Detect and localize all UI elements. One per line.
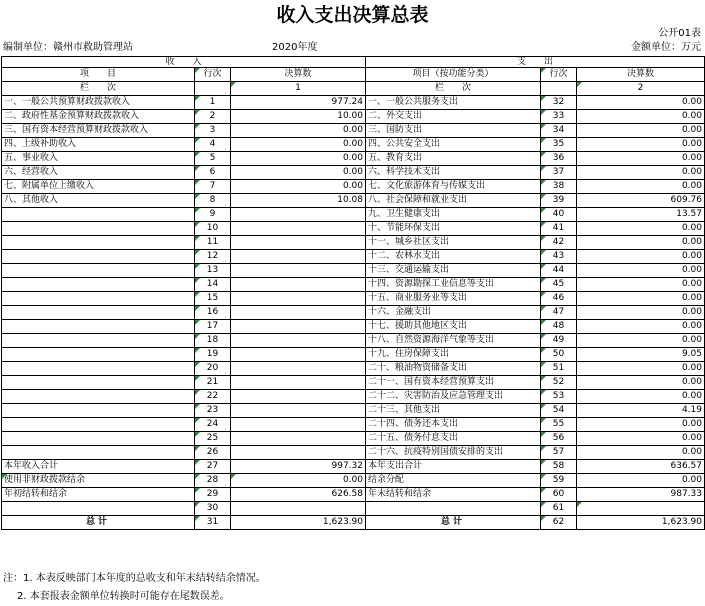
expense-row-no: 36	[541, 152, 577, 166]
expense-item-label: 八、社会保障和就业支出	[366, 194, 541, 208]
expense-row-no-header: 行次	[541, 68, 577, 82]
income-amount	[231, 362, 366, 376]
table-row	[2, 390, 705, 404]
expense-item-label: 十、节能环保支出	[366, 222, 541, 236]
income-expense-table	[1, 56, 705, 530]
expense-item-label: 十八、自然资源海洋气象等支出	[366, 334, 541, 348]
income-item-label	[2, 292, 195, 306]
income-item-label: 五、事业收入	[2, 152, 195, 166]
table-row	[2, 348, 705, 362]
income-amount: 0.00	[231, 152, 366, 166]
expense-item-label: 十五、商业服务业等支出	[366, 292, 541, 306]
income-item-header: 项 目	[2, 68, 195, 82]
income-row-no: 18	[195, 334, 231, 348]
expense-row-no: 58	[541, 460, 577, 474]
compiling-unit: 编制单位：赣州市救助管理站	[3, 42, 133, 53]
expense-row-no: 60	[541, 488, 577, 502]
expense-amount: 0.00	[577, 110, 705, 124]
expense-row-no: 40	[541, 208, 577, 222]
table-body	[2, 96, 705, 516]
table-row	[2, 292, 705, 306]
expense-amount: 0.00	[577, 292, 705, 306]
expense-item-label: 二十、粮油物资储备支出	[366, 362, 541, 376]
expense-amount: 0.00	[577, 362, 705, 376]
income-item-label: 二、政府性基金预算财政拨款收入	[2, 110, 195, 124]
table-row	[2, 152, 705, 166]
income-amount	[231, 250, 366, 264]
income-item-label	[2, 502, 195, 516]
expense-amount: 0.00	[577, 278, 705, 292]
income-column-blank	[195, 82, 231, 96]
expense-item-label: 十七、援助其他地区支出	[366, 320, 541, 334]
income-amount	[231, 432, 366, 446]
table-row	[2, 180, 705, 194]
report-title: 收入支出决算总表	[276, 4, 429, 26]
table-row	[2, 432, 705, 446]
table-row	[2, 502, 705, 516]
income-row-no: 2	[195, 110, 231, 124]
income-row-no: 16	[195, 306, 231, 320]
expense-item-label: 五、教育支出	[366, 152, 541, 166]
income-row-no: 11	[195, 236, 231, 250]
expense-row-no: 33	[541, 110, 577, 124]
income-row-no: 4	[195, 138, 231, 152]
expense-item-label: 六、科学技术支出	[366, 166, 541, 180]
expense-item-label: 二十一、国有资本经营预算支出	[366, 376, 541, 390]
income-amount: 0.00	[231, 138, 366, 152]
form-number: 公开01表	[658, 28, 701, 39]
income-row-no: 7	[195, 180, 231, 194]
expense-item-label: 十三、交通运输支出	[366, 264, 541, 278]
expense-amount	[577, 502, 705, 516]
expense-row-no: 61	[541, 502, 577, 516]
income-item-label	[2, 278, 195, 292]
table-row	[2, 334, 705, 348]
income-item-label	[2, 432, 195, 446]
table-row	[2, 96, 705, 110]
income-amount	[231, 320, 366, 334]
income-item-label: 本年收入合计	[2, 460, 195, 474]
income-amount	[231, 376, 366, 390]
income-row-no: 19	[195, 348, 231, 362]
footnotes	[3, 570, 266, 606]
income-row-no: 23	[195, 404, 231, 418]
expense-item-header: 项目（按功能分类）	[366, 68, 541, 82]
income-item-label	[2, 250, 195, 264]
income-row-no: 21	[195, 376, 231, 390]
expense-item-label: 三、国防支出	[366, 124, 541, 138]
expense-row-no: 55	[541, 418, 577, 432]
income-amount: 0.00	[231, 124, 366, 138]
expense-amount: 13.57	[577, 208, 705, 222]
expense-column-blank	[541, 82, 577, 96]
expense-item-label: 十四、资源勘探工业信息等支出	[366, 278, 541, 292]
income-amount	[231, 502, 366, 516]
income-row-no: 10	[195, 222, 231, 236]
expense-total-row-no: 62	[541, 516, 577, 530]
expense-amount: 0.00	[577, 432, 705, 446]
table-row	[2, 278, 705, 292]
expense-amount: 987.33	[577, 488, 705, 502]
income-row-no: 5	[195, 152, 231, 166]
income-amount	[231, 334, 366, 348]
expense-item-label: 二十二、灾害防治及应急管理支出	[366, 390, 541, 404]
income-row-no: 3	[195, 124, 231, 138]
income-item-label	[2, 418, 195, 432]
income-item-label: 六、经营收入	[2, 166, 195, 180]
income-item-label	[2, 236, 195, 250]
income-item-label	[2, 390, 195, 404]
expense-row-no: 41	[541, 222, 577, 236]
footnote-2: 2. 本套报表金额单位转换时可能存在尾数误差。	[17, 591, 230, 602]
expense-item-label: 二十五、债务付息支出	[366, 432, 541, 446]
income-section-header: 收 入	[2, 57, 366, 68]
income-item-label: 年初结转和结余	[2, 488, 195, 502]
expense-item-label: 二十三、其他支出	[366, 404, 541, 418]
expense-column-number: 2	[577, 82, 705, 96]
expense-row-no: 57	[541, 446, 577, 460]
expense-amount: 0.00	[577, 376, 705, 390]
income-item-label	[2, 334, 195, 348]
table-row	[2, 488, 705, 502]
expense-amount: 0.00	[577, 446, 705, 460]
income-amount	[231, 446, 366, 460]
income-item-label: 使用非财政拨款结余	[2, 474, 195, 488]
income-row-no: 25	[195, 432, 231, 446]
expense-row-no: 44	[541, 264, 577, 278]
income-amount	[231, 264, 366, 278]
expense-row-no: 59	[541, 474, 577, 488]
table-row	[2, 194, 705, 208]
income-item-label	[2, 320, 195, 334]
expense-row-no: 48	[541, 320, 577, 334]
table-row	[2, 460, 705, 474]
income-row-no: 17	[195, 320, 231, 334]
expense-row-no: 46	[541, 292, 577, 306]
income-total-label: 总计	[2, 516, 195, 530]
expense-row-no: 52	[541, 376, 577, 390]
report-meta-row	[0, 41, 705, 55]
expense-amount: 0.00	[577, 474, 705, 488]
income-amount: 0.00	[231, 166, 366, 180]
income-amount: 626.58	[231, 488, 366, 502]
expense-item-label: 十一、城乡社区支出	[366, 236, 541, 250]
expense-amount: 0.00	[577, 390, 705, 404]
income-row-no: 22	[195, 390, 231, 404]
expense-row-no: 42	[541, 236, 577, 250]
table-row	[2, 418, 705, 432]
expense-row-no: 37	[541, 166, 577, 180]
table-row	[2, 236, 705, 250]
expense-amount: 0.00	[577, 334, 705, 348]
expense-amount: 0.00	[577, 250, 705, 264]
expense-item-label: 四、公共安全支出	[366, 138, 541, 152]
income-item-label: 四、上级补助收入	[2, 138, 195, 152]
income-row-no: 30	[195, 502, 231, 516]
income-amount	[231, 348, 366, 362]
income-total-value: 1,623.90	[231, 516, 366, 530]
expense-amount: 0.00	[577, 264, 705, 278]
expense-item-label: 本年支出合计	[366, 460, 541, 474]
expense-amount: 0.00	[577, 152, 705, 166]
income-item-label	[2, 264, 195, 278]
income-amount	[231, 390, 366, 404]
income-row-no: 29	[195, 488, 231, 502]
expense-item-label: 十九、住房保障支出	[366, 348, 541, 362]
table-row	[2, 166, 705, 180]
expense-row-no: 38	[541, 180, 577, 194]
expense-amount: 636.57	[577, 460, 705, 474]
table-row	[2, 138, 705, 152]
table-row	[2, 404, 705, 418]
income-item-label	[2, 208, 195, 222]
table-row	[2, 110, 705, 124]
expense-column-label: 栏 次	[366, 82, 541, 96]
expense-row-no: 53	[541, 390, 577, 404]
expense-amount: 9.05	[577, 348, 705, 362]
expense-item-label: 二、外交支出	[366, 110, 541, 124]
income-row-no: 9	[195, 208, 231, 222]
expense-row-no: 32	[541, 96, 577, 110]
income-row-no: 24	[195, 418, 231, 432]
table-row	[2, 264, 705, 278]
expense-item-label: 七、文化旅游体育与传媒支出	[366, 180, 541, 194]
income-column-label: 栏 次	[2, 82, 195, 96]
expense-section-header: 支 出	[366, 57, 705, 68]
income-amount: 0.00	[231, 474, 366, 488]
income-item-label	[2, 348, 195, 362]
expense-row-no: 49	[541, 334, 577, 348]
income-item-label: 八、其他收入	[2, 194, 195, 208]
expense-item-label: 十二、农林水支出	[366, 250, 541, 264]
expense-row-no: 39	[541, 194, 577, 208]
report-year: 2020年度	[272, 42, 318, 53]
expense-row-no: 51	[541, 362, 577, 376]
income-row-no: 28	[195, 474, 231, 488]
income-amount: 0.00	[231, 180, 366, 194]
income-item-label	[2, 306, 195, 320]
income-item-label	[2, 446, 195, 460]
income-column-number: 1	[231, 82, 366, 96]
income-row-no: 8	[195, 194, 231, 208]
income-amount	[231, 278, 366, 292]
income-item-label: 三、国有资本经营预算财政拨款收入	[2, 124, 195, 138]
expense-row-no: 34	[541, 124, 577, 138]
income-amount	[231, 306, 366, 320]
income-item-label	[2, 376, 195, 390]
expense-amount: 0.00	[577, 180, 705, 194]
income-row-no: 27	[195, 460, 231, 474]
table-row	[2, 362, 705, 376]
expense-row-no: 45	[541, 278, 577, 292]
income-total-row-no: 31	[195, 516, 231, 530]
income-item-label	[2, 222, 195, 236]
income-amount-header: 决算数	[231, 68, 366, 82]
income-amount	[231, 292, 366, 306]
expense-row-no: 47	[541, 306, 577, 320]
expense-item-label: 年末结转和结余	[366, 488, 541, 502]
expense-item-label: 九、卫生健康支出	[366, 208, 541, 222]
income-amount	[231, 222, 366, 236]
table-row	[2, 446, 705, 460]
expense-row-no: 54	[541, 404, 577, 418]
income-amount	[231, 404, 366, 418]
expense-item-label: 二十四、债务还本支出	[366, 418, 541, 432]
income-item-label	[2, 362, 195, 376]
expense-amount: 0.00	[577, 236, 705, 250]
income-row-no: 15	[195, 292, 231, 306]
income-amount	[231, 418, 366, 432]
table-row	[2, 376, 705, 390]
income-amount: 10.08	[231, 194, 366, 208]
table-row	[2, 250, 705, 264]
expense-amount: 0.00	[577, 222, 705, 236]
expense-amount: 4.19	[577, 404, 705, 418]
income-item-label	[2, 404, 195, 418]
expense-amount: 0.00	[577, 306, 705, 320]
table-row	[2, 124, 705, 138]
expense-row-no: 43	[541, 250, 577, 264]
expense-amount-header: 决算数	[577, 68, 705, 82]
expense-amount: 0.00	[577, 320, 705, 334]
table-row	[2, 474, 705, 488]
table-row	[2, 208, 705, 222]
table-row	[2, 320, 705, 334]
expense-item-label: 一、一般公共服务支出	[366, 96, 541, 110]
expense-item-label: 十六、金融支出	[366, 306, 541, 320]
income-amount: 977.24	[231, 96, 366, 110]
income-row-no: 12	[195, 250, 231, 264]
expense-amount: 0.00	[577, 138, 705, 152]
expense-item-label: 结余分配	[366, 474, 541, 488]
expense-row-no: 56	[541, 432, 577, 446]
income-row-no: 26	[195, 446, 231, 460]
income-row-no: 6	[195, 166, 231, 180]
income-row-no: 14	[195, 278, 231, 292]
income-row-no: 20	[195, 362, 231, 376]
table-row	[2, 306, 705, 320]
expense-amount: 0.00	[577, 96, 705, 110]
expense-amount: 609.76	[577, 194, 705, 208]
expense-amount: 0.00	[577, 418, 705, 432]
expense-item-label	[366, 502, 541, 516]
income-amount: 10.00	[231, 110, 366, 124]
expense-total-value: 1,623.90	[577, 516, 705, 530]
expense-row-no: 35	[541, 138, 577, 152]
income-item-label: 一、一般公共预算财政拨款收入	[2, 96, 195, 110]
table-row	[2, 222, 705, 236]
footnote-1: 注：1. 本表反映部门本年度的总收支和年末结转结余情况。	[3, 573, 266, 584]
expense-amount: 0.00	[577, 124, 705, 138]
income-row-no: 1	[195, 96, 231, 110]
income-row-no-header: 行次	[195, 68, 231, 82]
income-amount	[231, 208, 366, 222]
money-unit: 金额单位：万元	[631, 42, 701, 53]
income-row-no: 13	[195, 264, 231, 278]
expense-row-no: 50	[541, 348, 577, 362]
expense-amount: 0.00	[577, 166, 705, 180]
income-item-label: 七、附属单位上缴收入	[2, 180, 195, 194]
income-amount	[231, 236, 366, 250]
income-amount: 997.32	[231, 460, 366, 474]
expense-item-label: 二十六、抗疫特别国债安排的支出	[366, 446, 541, 460]
expense-total-label: 总计	[366, 516, 541, 530]
